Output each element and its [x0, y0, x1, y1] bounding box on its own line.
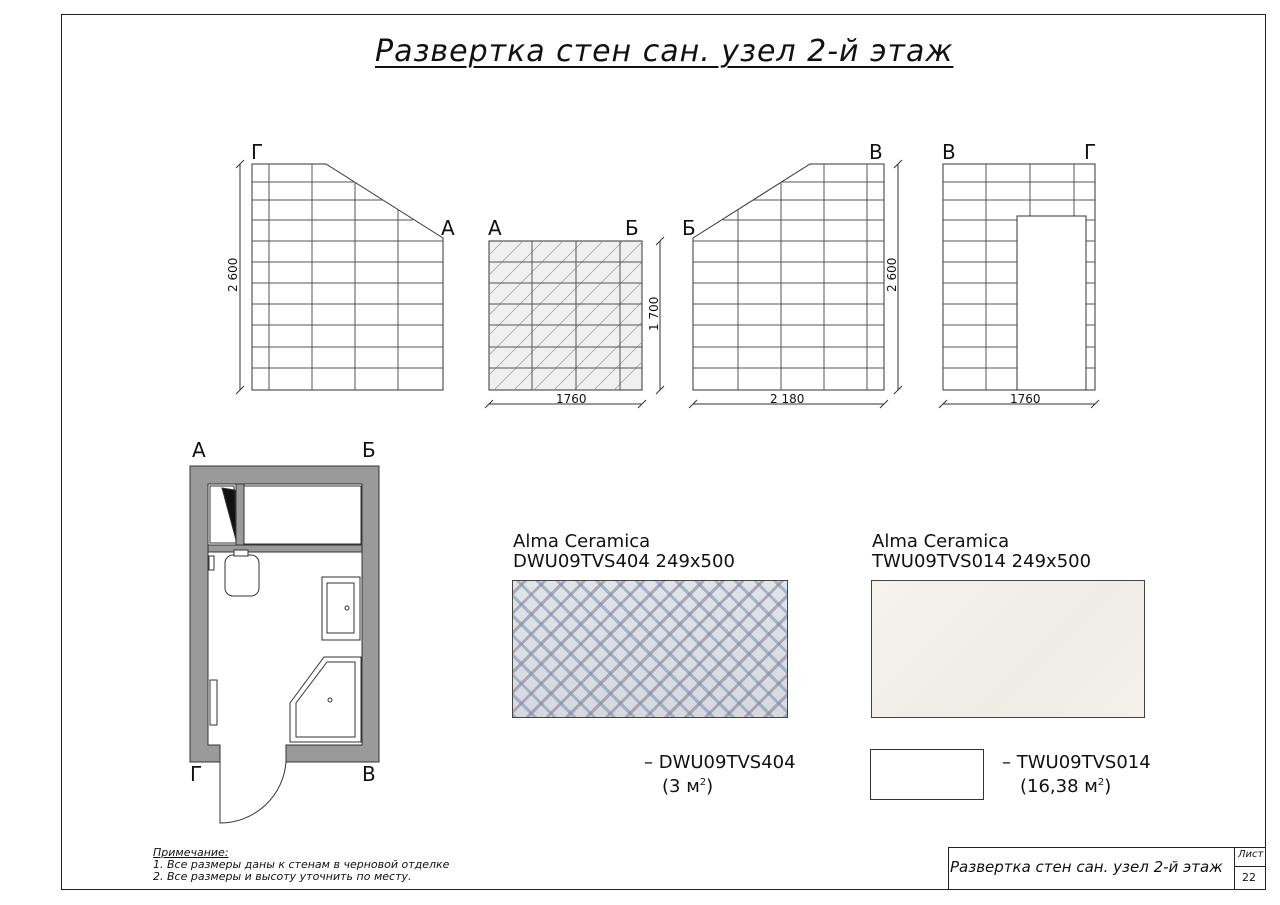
wall3-right-label: В — [869, 140, 883, 164]
wall1-right-label: А — [441, 216, 455, 240]
wall2-left-label: А — [488, 216, 502, 240]
wall3-width-dimension: 2 180 — [770, 392, 805, 406]
wall2-height-dimension: 1 700 — [647, 296, 661, 331]
plan-corner-bl: Г — [190, 762, 203, 786]
wall-elevation-a-b — [485, 237, 664, 408]
legend2-swatch — [870, 749, 984, 800]
legend2-code: – TWU09TVS014 — [1002, 752, 1151, 773]
legend1-code: – DWU09TVS404 — [644, 752, 796, 773]
wall2-right-label: Б — [625, 216, 639, 240]
wall-elevation-g-a — [236, 160, 443, 394]
notes-heading: Примечание: — [153, 846, 229, 859]
wall3-height-dimension: 2 600 — [885, 257, 899, 292]
legend1-area: (3 $м^2$) — [662, 776, 714, 797]
tile1-brand: Alma Ceramica — [513, 531, 651, 552]
title-block-sheet-label: Лист — [1238, 849, 1264, 860]
legend2-area: (16,38 $м^2$) — [1020, 776, 1112, 797]
tile1-pattern-swatch — [512, 580, 788, 718]
tile2-brand: Alma Ceramica — [872, 531, 1010, 552]
wall3-left-label: Б — [682, 216, 696, 240]
tile1-code: DWU09TVS404 249x500 — [513, 551, 735, 572]
note-item-1: 1. Все размеры даны к стенам в черновой отделке — [153, 858, 450, 871]
wall4-width-dimension: 1760 — [1010, 392, 1041, 406]
bathroom-floor-plan — [190, 466, 379, 823]
wall1-height-dimension: 2 600 — [226, 257, 240, 292]
wall-elevation-v-g — [939, 164, 1099, 408]
wall1-left-label: Г — [251, 140, 264, 164]
title-block-name: Развертка стен сан. узел 2-й этаж — [950, 858, 1223, 876]
plan-corner-tr: Б — [362, 438, 376, 462]
plan-corner-br: В — [362, 762, 376, 786]
note-item-2: 2. Все размеры и высоту уточнить по месту. — [153, 870, 412, 883]
wall4-right-label: Г — [1084, 140, 1097, 164]
wall-elevation-b-v — [689, 160, 902, 408]
page-title: Развертка стен сан. узел 2-й этаж — [375, 34, 954, 69]
wall2-width-dimension: 1760 — [556, 392, 587, 406]
wall4-left-label: В — [942, 140, 956, 164]
plan-corner-tl: А — [192, 438, 206, 462]
tile2-plain-swatch — [871, 580, 1145, 718]
tile2-code: TWU09TVS014 249x500 — [872, 551, 1092, 572]
notes-block — [153, 847, 449, 883]
title-block-sheet-number: 22 — [1242, 871, 1256, 884]
